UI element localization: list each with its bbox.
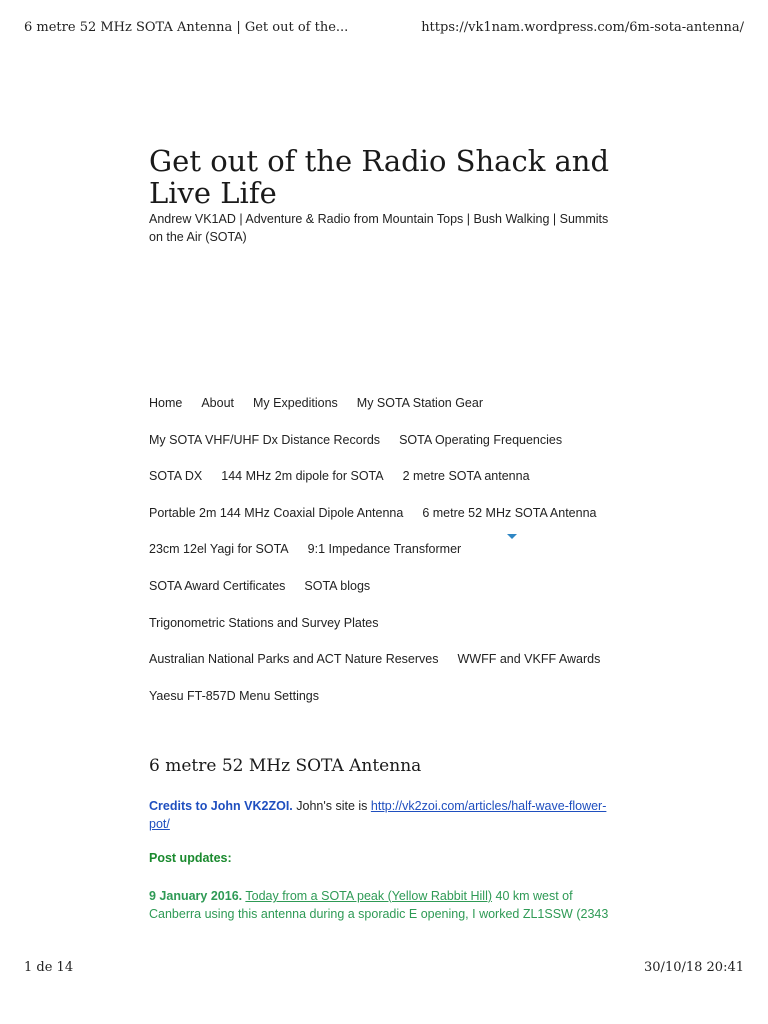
site-description: Andrew VK1AD | Adventure & Radio from Mountain Tops | Bush Walking | Summits on the Air (SOTA) xyxy=(149,212,609,244)
print-header xyxy=(24,20,744,35)
nav-item-sota-blogs[interactable]: SOTA blogs xyxy=(304,578,371,593)
yellow-rabbit-hill-link[interactable]: Today from a SOTA peak (Yellow Rabbit Hill) xyxy=(245,889,493,903)
update-entry xyxy=(149,887,619,923)
nav-item-national-parks[interactable]: Australian National Parks and ACT Nature Reserves xyxy=(149,652,439,667)
print-url: https://vk1nam.wordpress.com/6m-sota-antenna/ xyxy=(421,20,744,35)
post-title: 6 metre 52 MHz SOTA Antenna xyxy=(149,756,422,776)
nav-item-wwff-vkff-awards[interactable]: WWFF and VKFF Awards xyxy=(457,652,601,667)
vk2zoi-link[interactable]: http://vk2zoi.com/articles/half-wave-flower-pot/ xyxy=(149,799,607,831)
page-count: 1 de 14 xyxy=(24,960,74,975)
update-text: 40 km west of Canberra using this antenna during a sporadic E opening, I worked ZL1SSW (2343 xyxy=(149,889,609,921)
nav-item-sota-award-certificates[interactable]: SOTA Award Certificates xyxy=(149,578,286,593)
nav-item-coaxial-dipole[interactable]: Portable 2m 144 MHz Coaxial Dipole Antenna xyxy=(149,505,404,520)
nav-row xyxy=(149,616,649,653)
nav-row xyxy=(149,689,649,726)
nav-item-sota-operating-frequencies[interactable]: SOTA Operating Frequencies xyxy=(399,432,563,447)
print-page-title: 6 metre 52 MHz SOTA Antenna | Get out of the... xyxy=(24,20,349,35)
nav-item-about[interactable]: About xyxy=(201,396,235,410)
print-datetime: 30/10/18 20:41 xyxy=(644,960,744,975)
credits-text: John's site is xyxy=(292,799,371,813)
main-navigation xyxy=(149,396,649,725)
nav-item-my-sota-station-gear[interactable]: My SOTA Station Gear xyxy=(356,396,483,410)
nav-item-yaesu-menu-settings[interactable]: Yaesu FT-857D Menu Settings xyxy=(149,688,319,703)
nav-item-23cm-yagi[interactable]: 23cm 12el Yagi for SOTA xyxy=(149,542,289,557)
nav-row xyxy=(149,396,649,433)
nav-row xyxy=(149,652,649,689)
nav-row xyxy=(149,469,649,506)
nav-item-sota-dx[interactable]: SOTA DX xyxy=(149,469,203,484)
print-footer xyxy=(24,960,744,975)
nav-item-my-expeditions[interactable]: My Expeditions xyxy=(253,396,338,410)
update-date: 9 January 2016. xyxy=(149,889,243,903)
nav-row xyxy=(149,433,649,470)
nav-row xyxy=(149,506,649,543)
nav-item-impedance-transformer[interactable]: 9:1 Impedance Transformer xyxy=(307,542,462,557)
nav-item-2m-sota-antenna[interactable]: 2 metre SOTA antenna xyxy=(402,469,530,484)
nav-row xyxy=(149,542,649,579)
site-title[interactable]: Get out of the Radio Shack and Live Life xyxy=(149,144,610,210)
chevron-down-icon xyxy=(507,534,517,539)
nav-item-home[interactable]: Home xyxy=(149,396,183,410)
nav-item-trigonometric-stations[interactable]: Trigonometric Stations and Survey Plates xyxy=(149,615,379,630)
credits-paragraph xyxy=(149,797,619,833)
nav-item-144mhz-dipole[interactable]: 144 MHz 2m dipole for SOTA xyxy=(221,469,384,484)
nav-item-6m-sota-antenna[interactable]: 6 metre 52 MHz SOTA Antenna xyxy=(422,505,597,520)
nav-row xyxy=(149,579,649,616)
credits-label: Credits to John VK2ZOI. xyxy=(149,799,293,813)
post-updates-heading: Post updates: xyxy=(149,851,232,865)
nav-item-dx-distance-records[interactable]: My SOTA VHF/UHF Dx Distance Records xyxy=(149,432,381,447)
